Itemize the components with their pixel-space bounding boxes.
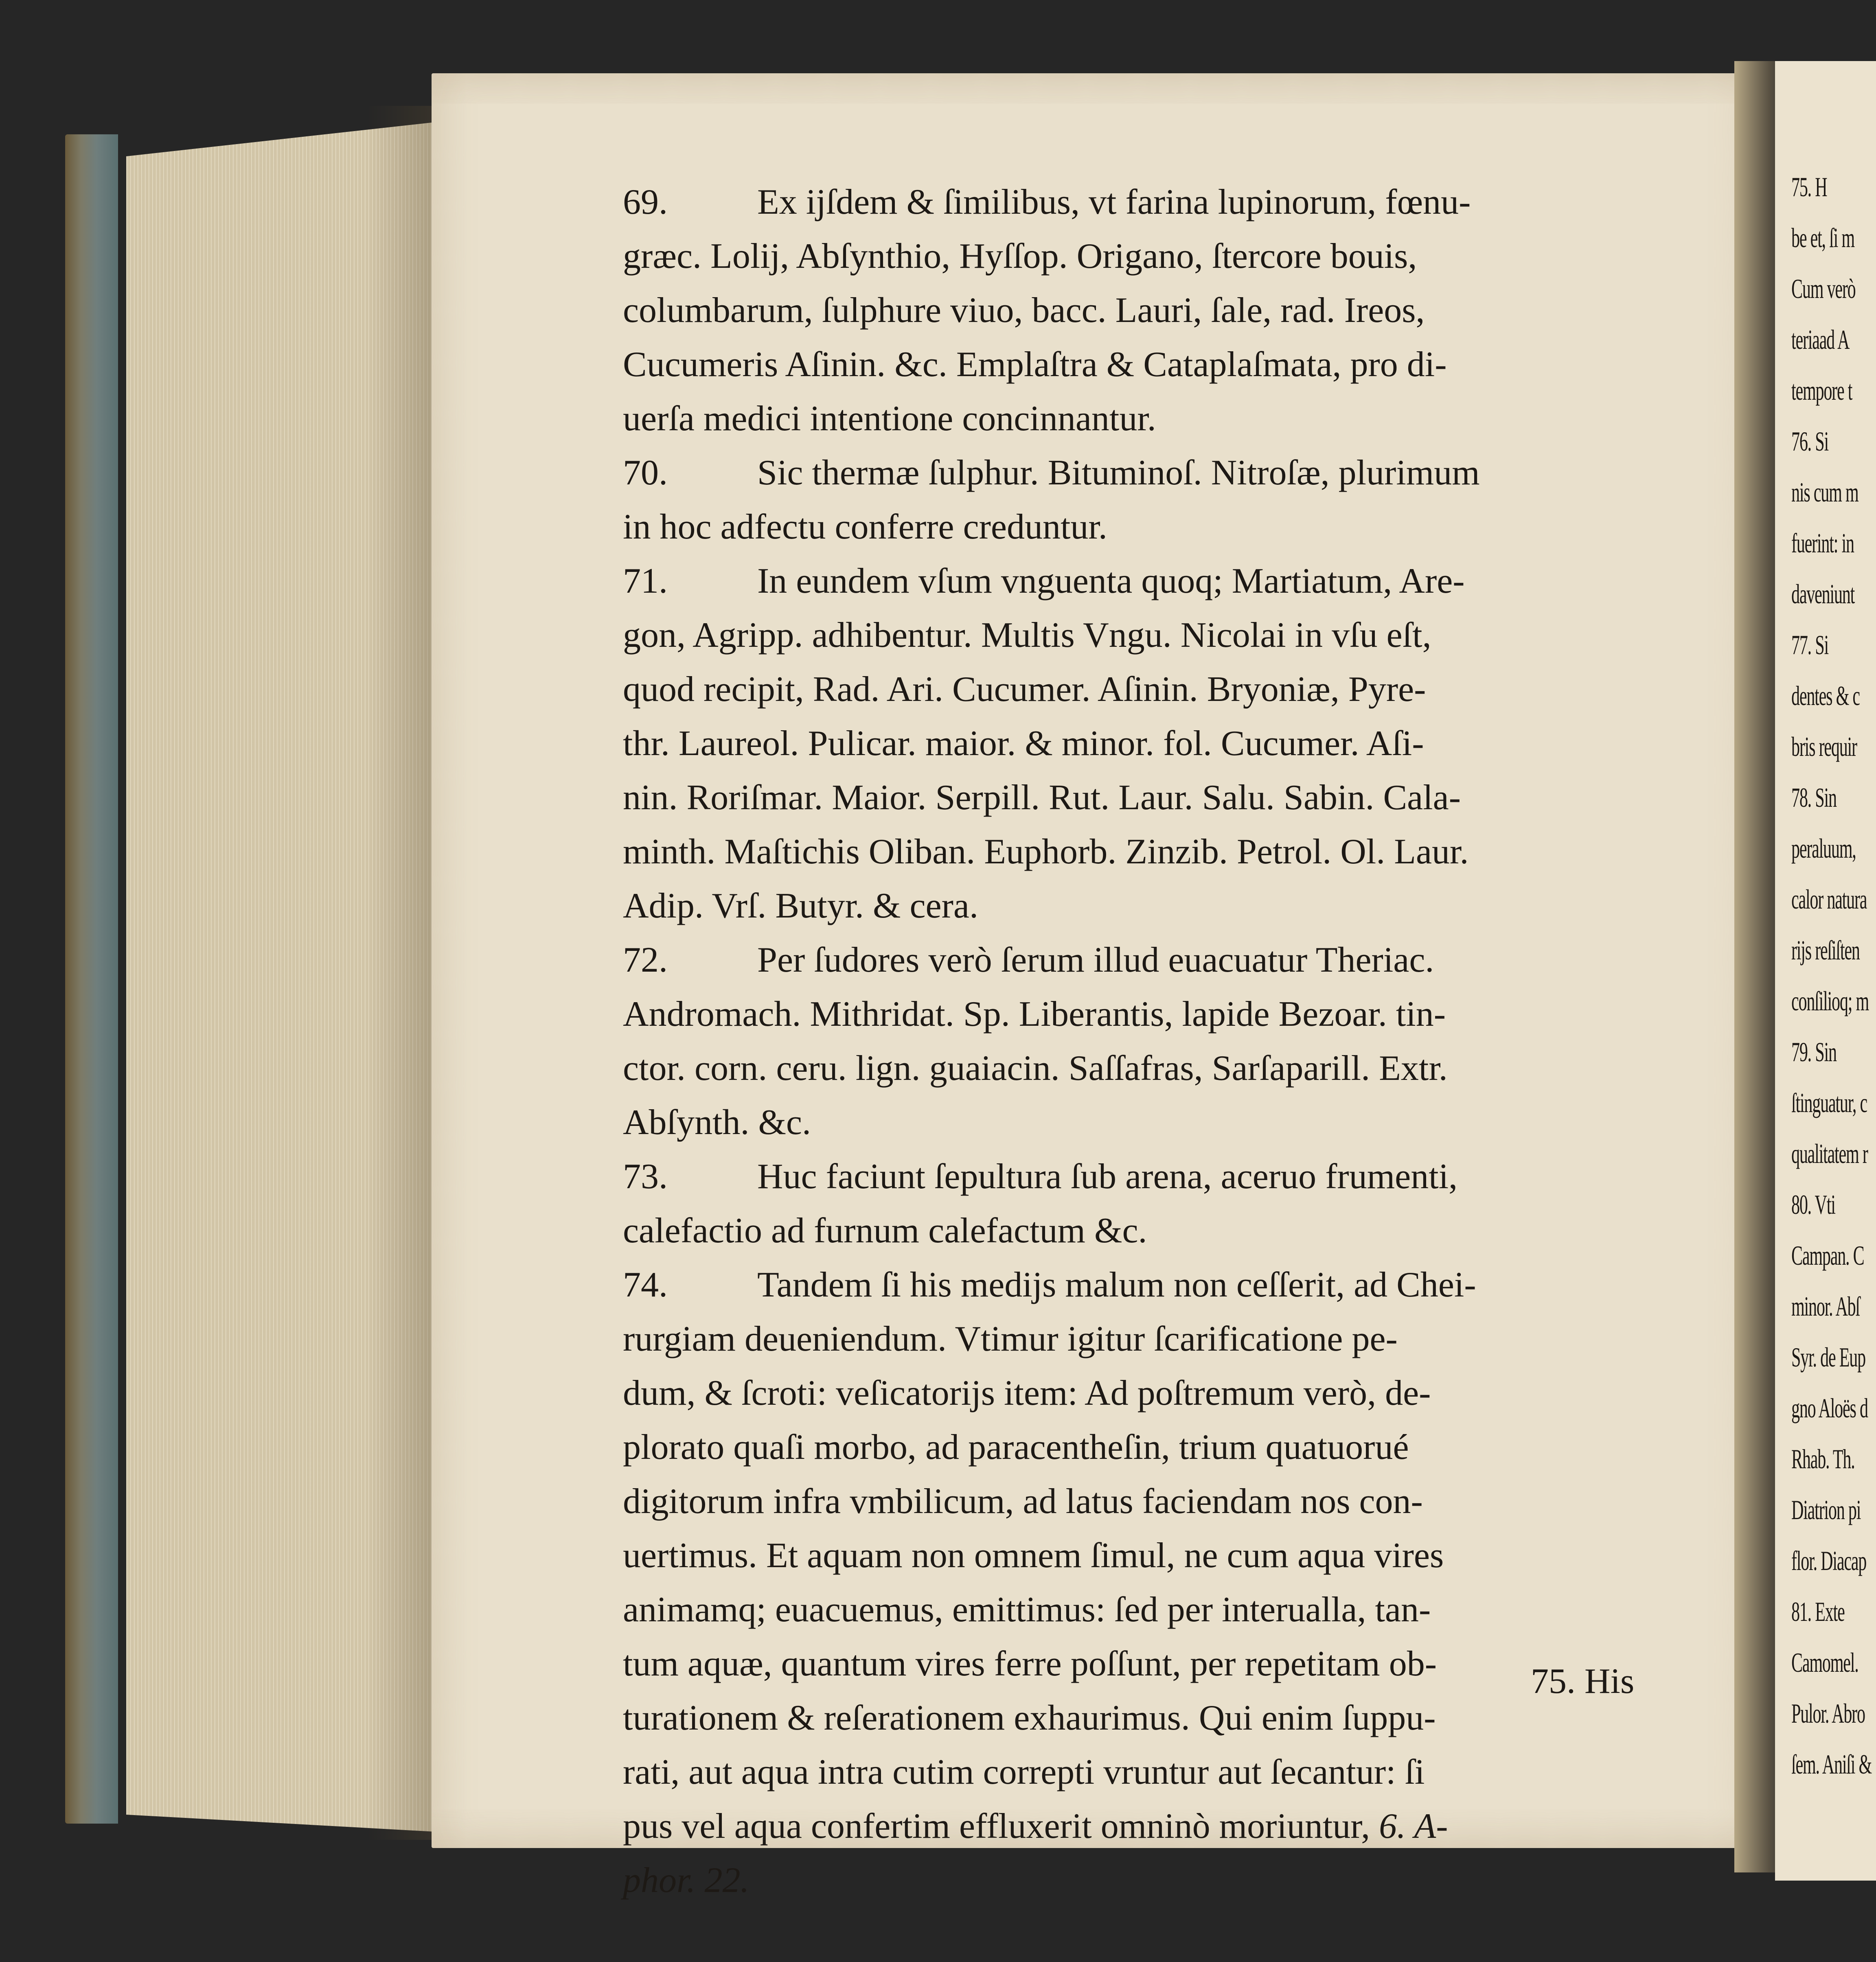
paragraph-number: 70. [623,453,668,493]
text-line: Cucumeris Aſinin. &c. Emplaſtra & Cataplaſmata, pro di- [623,345,1447,384]
right-page-line: teriaad A [1791,324,1850,355]
right-page-line: Camomel. [1791,1647,1858,1678]
text-line: nin. Roriſmar. Maior. Serpill. Rut. Laur. Salu. Sabin. Cala- [623,778,1461,817]
text-line [623,933,1641,987]
text-line [623,446,1641,500]
text-line: minth. Maſtichis Oliban. Euphorb. Zinzib. Petrol. Ol. Laur. [623,832,1469,872]
line-text: Ex ijſdem & ſimilibus, vt farina lupinorum, fœnu- [757,182,1471,222]
right-page-line: flor. Diacap [1791,1545,1867,1576]
paragraph-number: 72. [623,940,668,980]
paragraph-number: 69. [623,182,668,222]
right-page-line: qualitatem r [1791,1138,1868,1169]
left-page-text [623,175,1641,1907]
right-page-line: be et, ſi m [1791,222,1854,253]
stack-shadow [366,106,440,1840]
right-page-line: peraluum, [1791,833,1856,864]
citation: phor. 22. [623,1861,750,1900]
text-line [623,175,1641,229]
right-page-line: fuerint: in [1791,528,1854,558]
text-line: thr. Laureol. Pulicar. maior. & minor. fol. Cucumer. Aſi- [623,724,1424,763]
text-line [623,1799,1641,1853]
right-page-line: 76. Si [1791,426,1828,457]
text-line: dum, & ſcroti: veſicatorijs item: Ad poſtremum verò, de- [623,1373,1431,1413]
right-page-line: 78. Sin [1791,782,1837,813]
citation: 6. A- [1379,1807,1448,1846]
text-line: quod recipit, Rad. Ari. Cucumer. Aſinin. Bryoniæ, Pyre- [623,670,1426,709]
text-line: rati, aut aqua intra cutim correpti vruntur aut ſecantur: ſi [623,1752,1425,1792]
text-line [623,1150,1641,1204]
text-line: uerſa medici intentione concinnantur. [623,399,1156,438]
paragraph-number: 73. [623,1157,668,1196]
right-page-line: ſem. Aniſi & [1791,1749,1872,1780]
right-page-line: Cum verò [1791,273,1856,304]
text-line: gon, Agripp. adhibentur. Multis Vngu. Nicolai in vſu eſt, [623,615,1431,655]
right-page-line: Pulor. Abro [1791,1698,1865,1729]
paragraph-73 [623,1150,1641,1258]
book-spine-edge [65,134,118,1824]
paragraph-70 [623,446,1641,554]
text-line [623,554,1641,608]
text-line: calefactio ad furnum calefactum &c. [623,1211,1147,1250]
paragraph-72 [623,933,1641,1150]
line-text: pus vel aqua confertim effluxerit omninò moriuntur, [623,1807,1370,1846]
right-page-line: calor natura [1791,884,1867,915]
right-page-line: Rhab. Th. [1791,1443,1855,1474]
paragraph-number: 74. [623,1265,668,1305]
text-line: turationem & reſerationem exhaurimus. Qui enim ſuppu- [623,1698,1436,1738]
line-text: Per ſudores verò ſerum illud euacuatur Theriac. [757,940,1434,980]
text-line: rurgiam deueniendum. Vtimur igitur ſcarificatione pe- [623,1319,1398,1359]
text-line: Abſynth. &c. [623,1103,811,1142]
text-line: uertimus. Et aquam non omnem ſimul, ne cum aqua vires [623,1536,1444,1575]
right-page-line: ſtinguatur, c [1791,1087,1867,1118]
right-page-line: 79. Sin [1791,1036,1837,1067]
text-line: tum aquæ, quantum vires ferre poſſunt, per repetitam ob- [623,1644,1437,1684]
right-page-line: 81. Exte [1791,1596,1845,1627]
text-line: græc. Lolij, Abſynthio, Hyſſop. Origano, ſtercore bouis, [623,236,1417,276]
text-line: Andromach. Mithridat. Sp. Liberantis, lapide Bezoar. tin- [623,994,1446,1034]
right-page [1775,61,1876,1881]
right-page-line: bris requir [1791,731,1857,762]
text-line: columbarum, ſulphure viuo, bacc. Lauri, ſale, rad. Ireos, [623,291,1425,330]
right-page-line: gno Aloës d [1791,1393,1868,1423]
line-text: Tandem ſi his medijs malum non ceſſerit, ad Chei- [757,1265,1476,1305]
text-line: animamq; euacuemus, emittimus: ſed per interualla, tan- [623,1590,1431,1629]
right-page-line: nis cum m [1791,477,1858,508]
right-page-line: 75. H [1791,171,1827,202]
paragraph-69 [623,175,1641,446]
text-line: in hoc adfectu conferre creduntur. [623,507,1107,547]
text-line [623,1258,1641,1312]
right-page-line: dentes & c [1791,680,1860,711]
catchword: 75. His [1531,1662,1635,1701]
paragraph-number: 71. [623,561,668,601]
right-page-line: tempore t [1791,375,1852,406]
right-page-line: rijs reſiſten [1791,935,1860,966]
right-page-line: 77. Si [1791,629,1828,660]
right-page-line: Diatrion pi [1791,1494,1861,1525]
right-page-line: minor. Abſ [1791,1291,1860,1322]
paragraph-74 [623,1258,1641,1907]
right-page-line: daveniunt [1791,578,1855,609]
right-page-line: conſilioq; m [1791,985,1869,1016]
text-line: digitorum infra vmbilicum, ad latus faciendam nos con- [623,1482,1423,1521]
text-line: ctor. corn. ceru. lign. guaiacin. Saſſafras, Sarſaparill. Extr. [623,1049,1448,1088]
text-line: plorato quaſi morbo, ad paracentheſin, trium quatuorué [623,1428,1409,1467]
text-line: Adip. Vrſ. Butyr. & cera. [623,886,978,926]
right-page-line: Campan. C [1791,1240,1864,1271]
line-text: In eundem vſum vnguenta quoq; Martiatum, Are- [757,561,1465,601]
line-text: Sic thermæ ſulphur. Bituminoſ. Nitroſæ, plurimum [757,453,1480,493]
right-page-line: 80. Vti [1791,1189,1835,1220]
right-page-line: Syr. de Eup [1791,1342,1865,1373]
paragraph-71 [623,554,1641,933]
line-text: Huc faciunt ſepultura ſub arena, aceruo frumenti, [757,1157,1458,1196]
